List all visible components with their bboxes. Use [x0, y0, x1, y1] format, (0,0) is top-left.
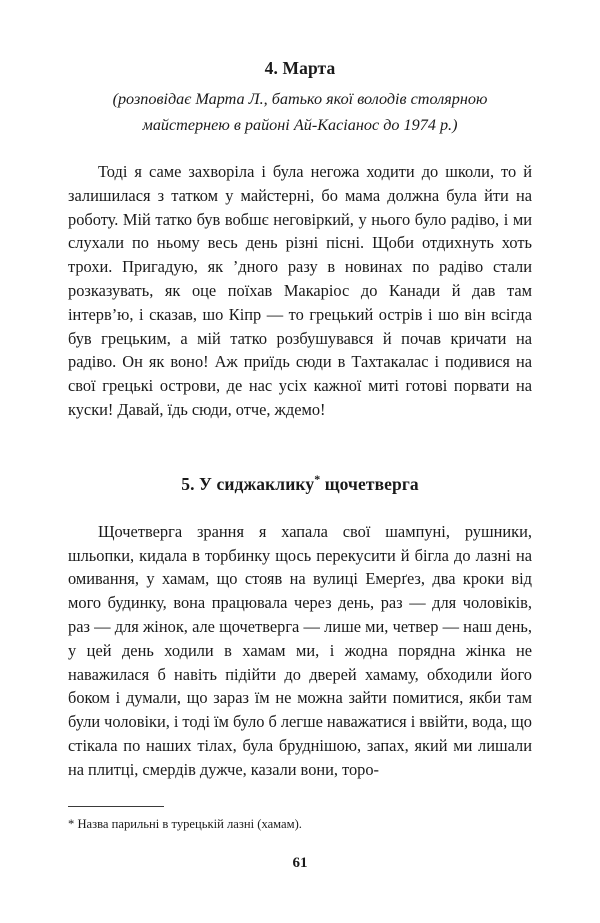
page-content [68, 0, 532, 782]
chapter-paragraph: Тоді я саме захворіла і була негожа ходити до школи, то й залишилася з татком у майстерні, бо мама должна була йти на роботу. Мій татко був вобшє неговіркий, у нього було радіво, і ми слухали по ньому весь день різні пісні. Щоби отдихнуть хоть трохи. Пригадую, як ’дного разу в новинах по радіво стали розказувать, як оце поїхав Макаріос до Канади й дав там інтерв’ю, і сказав, шо Кіпр — то грецький острів і шо він всігда був грецьким, а мій татко розбушувався й почав кричати на радіво. Он як воно! Аж приїдь сюди в Тахтакалас і подивися на свої грецькі острови, де нас усіх кажної миті готові порвати на куски! Давай, їдь сюди, отче, ждемо! [68, 162, 532, 419]
section-paragraph: Щочетверга зрання я хапала свої шампуні, рушники, шльопки, кидала в торбинку щось перекусити й бігла до лазні на омивання, у хамам, що стояв на вулиці Емерґез, два кроки від мого будинку, вона працювала через день, раз — для чоловіків, раз — для жінок, але щочетверга — лише ми, четвер — наш день, у цей день ходили в хамам ми, і жодна порядна жінка не наважилася б навіть підійти до дверей хамаму, обходили його боком і думали, що зараз їм не можна зайти помитися, якби там були чоловіки, і тоді їм було б легше наважатися і ввійти, вода, що стікала по наших тілах, була бруднішою, запах, який ми лишали на плитці, смердів дужче, казали вони, торо- [68, 521, 532, 779]
footnote-area [68, 806, 532, 832]
footnote-text: Назва парильні в турецькій лазні (хамам). [74, 817, 302, 831]
footnote-marker-icon: * [68, 817, 75, 831]
footnote-marker-icon: * [314, 471, 321, 486]
chapter-subtitle-line-2: майстернею в районі Ай-Касіанос до 1974 р.) [142, 115, 458, 134]
chapter-title: 4. Марта [264, 58, 336, 78]
chapter-subtitle-line-1: (розповідає Марта Л., батько якої володів столярною [112, 90, 488, 108]
footnote-separator-rule [68, 806, 164, 807]
section-title-text: 5. У сиджаклику [181, 473, 315, 494]
footnote [68, 816, 532, 832]
section-title-text-tail: щочетверга [320, 473, 419, 494]
section-title [68, 471, 532, 495]
page-number: 61 [292, 855, 308, 871]
